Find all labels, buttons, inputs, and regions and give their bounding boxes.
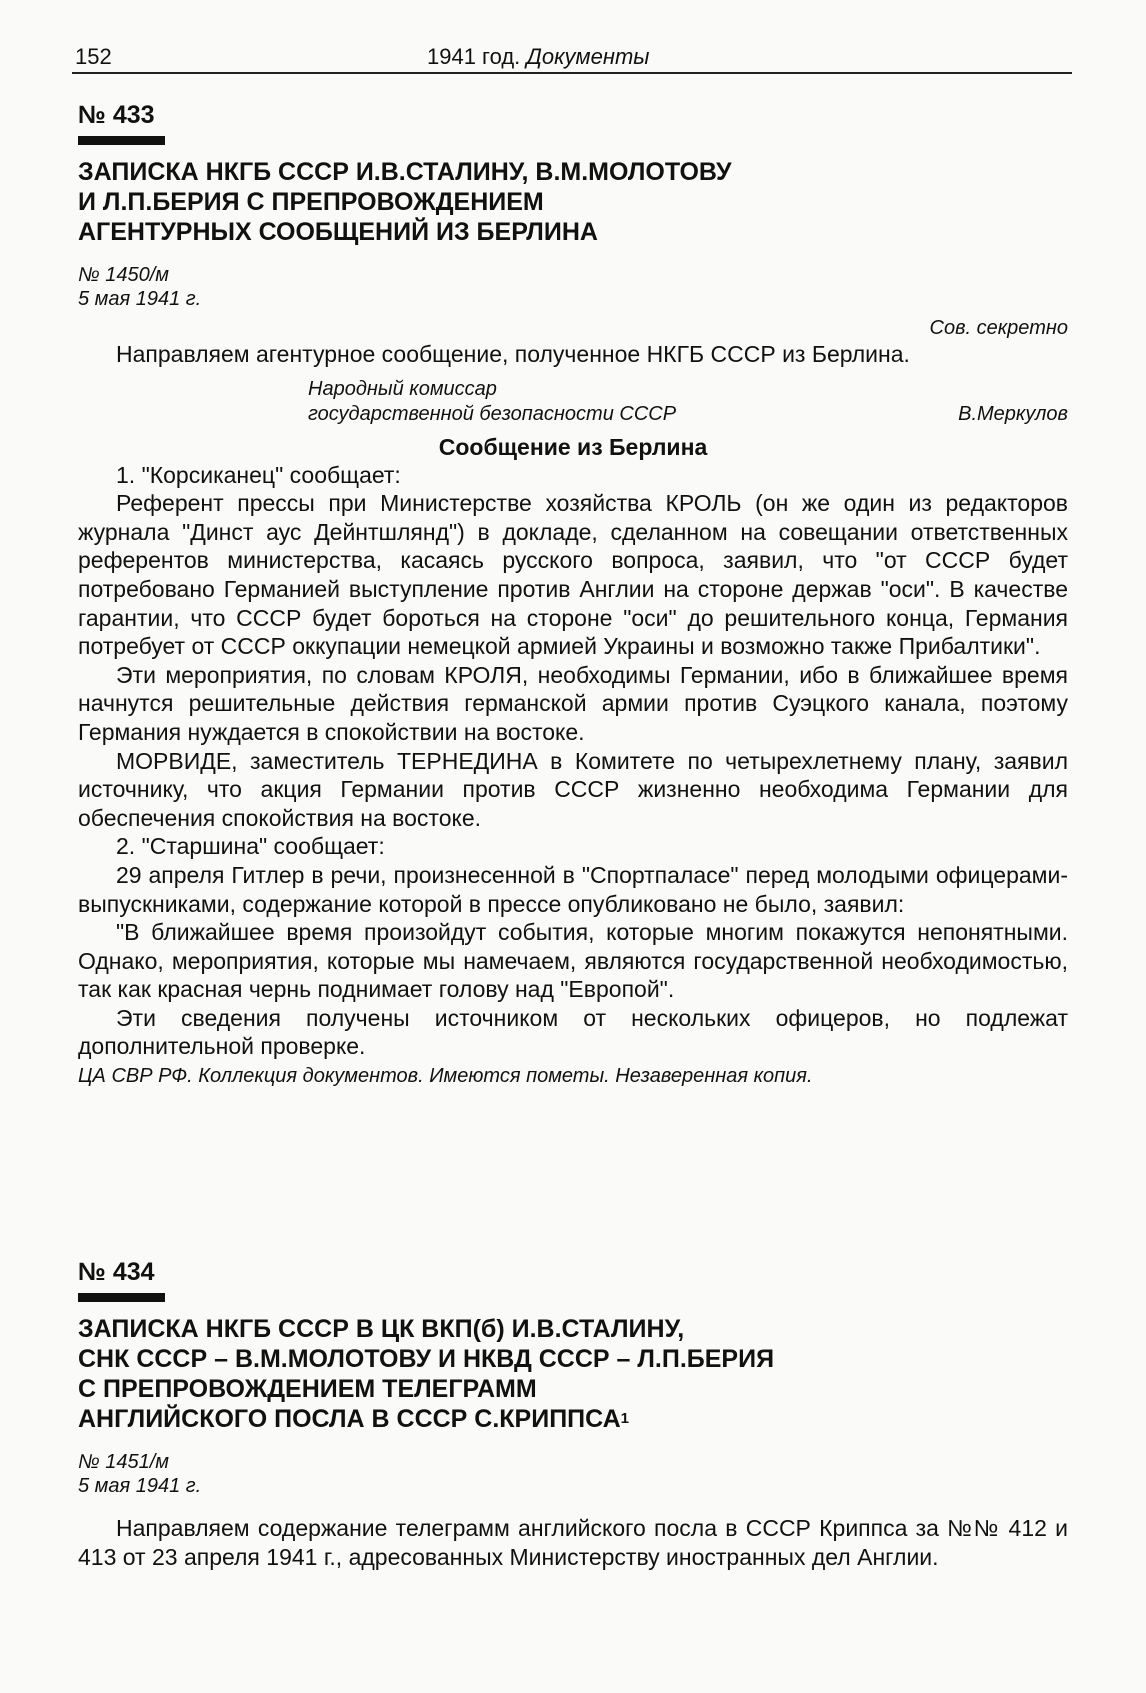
signer-title	[308, 377, 676, 427]
message-heading: Сообщение из Берлина	[438, 433, 708, 460]
document-434	[78, 1257, 1068, 1571]
footnote-mark: 1	[620, 1410, 629, 1427]
doc-434-date: 5 мая 1941 г.	[78, 1475, 202, 1497]
doc-433-intro: Направляем агентурное сообщение, полученное НКГБ СССР из Берлина.	[116, 341, 910, 367]
doc-434-title-text: ЗАПИСКА НКГБ СССР В ЦК ВКП(б) И.В.СТАЛИНУ, СНК СССР – В.М.МОЛОТОВУ И НКВД СССР – Л.П.БЕРИЯ С ПРЕПРОВОЖДЕНИЕМ ТЕЛЕГРАММ АНГЛИЙСКОГО ПОСЛА В СССР С.КРИППСА	[78, 1315, 775, 1433]
doc-433-date: 5 мая 1941 г.	[78, 288, 202, 310]
page-number: 152	[75, 44, 112, 69]
classification-mark: Сов. секретно	[929, 317, 1068, 339]
doc-433-meta	[78, 263, 1068, 311]
doc-433-reg-number: № 1450/м	[78, 264, 169, 286]
paragraph: 2. "Старшина" сообщает:	[116, 833, 385, 860]
doc-434-reg-number: № 1451/м	[78, 1451, 169, 1473]
paragraph: Референт прессы при Министерстве хозяйства КРОЛЬ (он же один из редакторов журнала "Динст аус Дейнтшлянд") в докладе, сделанном на совещании ответственных референтов министерства, касаясь русского вопроса, заявил, что "от СССР будет потребовано Германией выступление против Англии на стороне держав "оси". В качестве гарантии, что СССР будет бороться на стороне "оси" до решительного конца, Германия потребует от СССР оккупации немецкой армией Украины и возможно также Прибалтики".	[78, 490, 1068, 660]
paragraph: МОРВИДЕ, заместитель ТЕРНЕДИНА в Комитете по четырехлетнему плану, заявил источнику, что акция Германии против СССР жизненно необходима Германии для обеспечения спокойствия на востоке.	[78, 747, 1068, 831]
doc-number-rule	[78, 136, 165, 145]
doc-434-body: Направляем содержание телеграмм английского посла в СССР Криппса за №№ 412 и 413 от 23 апреля 1941 г., адресованных Министерству иностранных дел Англии.	[78, 1515, 1068, 1570]
doc-433-number: № 433	[78, 101, 155, 129]
doc-434-title	[78, 1314, 1068, 1434]
paragraph: 29 апреля Гитлер в речи, произнесенной в "Спортпаласе" перед молодыми офицерами-выпускниками, содержание которой в прессе опубликовано не было, заявил:	[78, 861, 1068, 917]
paragraph: "В ближайшее время произойдут события, которые многим покажутся непонятными. Однако, мероприятия, которые мы намечаем, являются государственной необходимостью, так как красная чернь поднимает голову над "Европой".	[78, 919, 1068, 1003]
running-title-year: 1941 год.	[427, 44, 521, 69]
running-header	[72, 38, 1072, 74]
signer-title-line-1: Народный комиссар	[308, 377, 497, 400]
doc-433-title: ЗАПИСКА НКГБ СССР И.В.СТАЛИНУ, В.М.МОЛОТОВУ И Л.П.БЕРИЯ С ПРЕПРОВОЖДЕНИЕМ АГЕНТУРНЫХ СООБЩЕНИЙ ИЗ БЕРЛИНА	[78, 158, 732, 246]
paragraph: Эти сведения получены источником от нескольких офицеров, но подлежат дополнительной проверке.	[78, 1004, 1068, 1060]
doc-number-rule	[78, 1293, 165, 1302]
running-title-section: Документы	[526, 44, 650, 69]
doc-434-number: № 434	[78, 1258, 155, 1286]
signer-title-line-2: государственной безопасности СССР	[308, 402, 677, 425]
document-433	[78, 100, 1068, 1089]
paragraph: 1. "Корсиканец" сообщает:	[116, 461, 401, 488]
signature-block	[78, 377, 1068, 427]
running-title	[427, 44, 649, 70]
doc-434-meta	[78, 1450, 1068, 1498]
paragraph: Эти мероприятия, по словам КРОЛЯ, необходимы Германии, ибо в ближайшее время начнутся решительные действия германской армии против Суэцкого канала, поэтому Германия нуждается в спокойствии на востоке.	[78, 661, 1068, 745]
archive-source: ЦА СВР РФ. Коллекция документов. Имеются пометы. Незаверенная копия.	[78, 1065, 813, 1088]
signer-name: В.Меркулов	[958, 402, 1068, 425]
